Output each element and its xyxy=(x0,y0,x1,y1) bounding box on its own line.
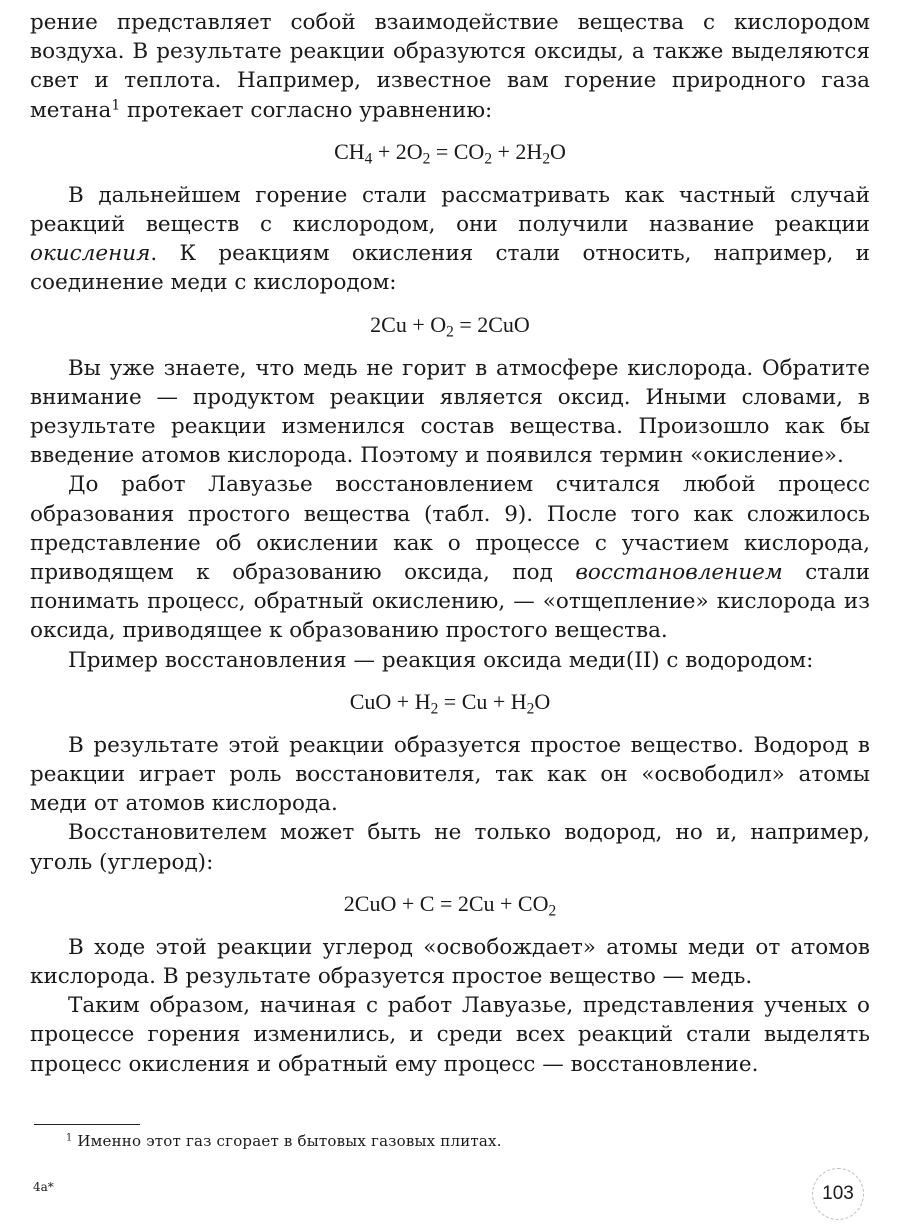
paragraph-8: В ходе этой реакции углерод «освобождает» атомы меди от атомов кислорода. В результате образуется простое вещество — медь. xyxy=(30,934,870,990)
body-text xyxy=(30,8,870,1079)
footnote-text: Именно этот газ сгорает в бытовых газовых плитах. xyxy=(72,1132,502,1150)
equation-methane-combustion: $CH_4 + 2O_2 = CO_2 + 2H_2O$ xyxy=(334,138,566,168)
term-oxidation: окисления xyxy=(30,241,151,267)
equation-copper-oxide-hydrogen: CuO + $H_2 = Cu + H_2O$ xyxy=(349,688,551,718)
equation-copper-oxide-carbon: $2CuO + C = 2Cu + CO_2$ xyxy=(343,890,557,920)
equation-copper-oxidation: $2Cu + O_2 = 2CuO$ xyxy=(370,311,530,341)
footnote-divider xyxy=(34,1124,140,1125)
paragraph-7: Восстановителем может быть не только водород, но и, например, уголь (углерод): xyxy=(30,820,870,875)
paragraph-1: рение представляет собой взаимодействие вещества с кислородом воздуха. В результате реакции образуются оксиды, а также выделяются свет и теплота. Например, известное вам горение природного газа метана$^1$ протекает согласно уравнению: xyxy=(30,10,870,123)
footnote-marker: 1 xyxy=(66,1132,73,1144)
paragraph-6: В результате этой реакции образуется простое вещество. Водород в реакции играет роль восстановителя, так как он «освободил» атомы меди от атомов кислорода. xyxy=(30,732,870,817)
footnote xyxy=(66,1131,846,1151)
term-reduction: восстановлением xyxy=(575,560,783,586)
page-number: 103 xyxy=(822,1183,854,1204)
printer-signature: 4а* xyxy=(33,1180,54,1194)
footnote-ref[interactable]: 1 xyxy=(111,96,121,113)
paragraph-4: До работ Лавуазье восстановлением считался любой процесс образования простого вещества (табл. 9). После того как сложилось представление об окислении как о процессе с участием кислорода, приводящем к образованию оксида, под восстановлением стали понимать процесс, обратный окислению, — «отщепление» кислорода из оксида, приводящее к образованию простого вещества. xyxy=(30,472,870,644)
paragraph-5: Пример восстановления — реакция оксида меди(II) с водородом: xyxy=(68,647,814,673)
paragraph-2: В дальнейшем горение стали рассматривать как частный случай реакций веществ с кислородом, они получили название реакции окисления. К реакциям окисления стали относить, например, и соединение меди с кислородом: xyxy=(30,182,870,296)
page-number-badge xyxy=(812,1168,864,1220)
paragraph-3: Вы уже знаете, что медь не горит в атмосфере кислорода. Обратите внимание — продуктом реакции является оксид. Иными словами, в результате реакции изменился состав вещества. Произошло как бы введение атомов кислорода. Поэтому и появился термин «окисление». xyxy=(30,355,870,469)
paragraph-9: Таким образом, начиная с работ Лавуазье, представления ученых о процессе горения изменились, и среди всех реакций стали выделять процесс окисления и обратный ему процесс — восстановление. xyxy=(30,993,870,1077)
